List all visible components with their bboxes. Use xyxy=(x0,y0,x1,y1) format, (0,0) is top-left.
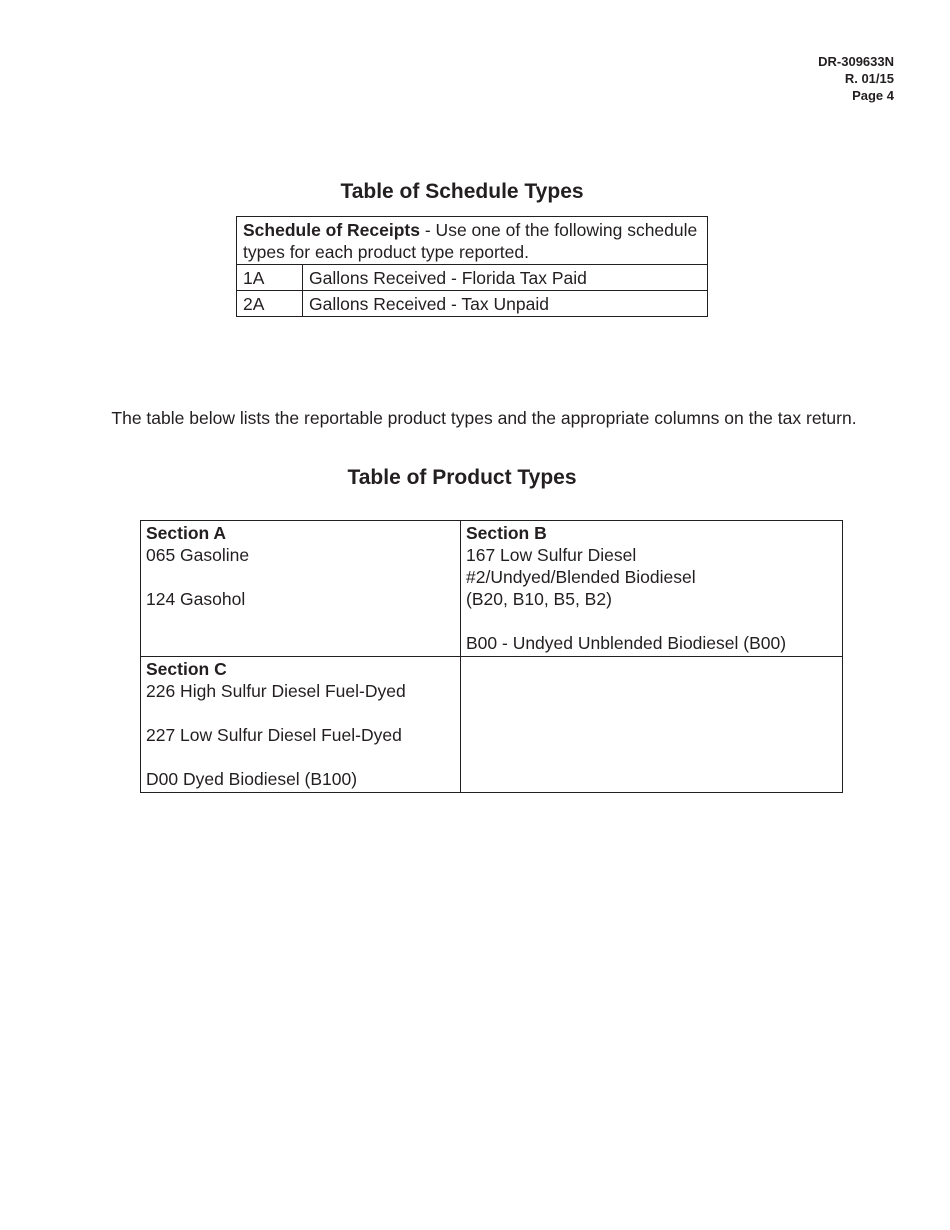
table-row xyxy=(237,291,708,317)
revision-date: R. 01/15 xyxy=(844,71,894,86)
spacer xyxy=(146,566,455,588)
schedule-header-cell xyxy=(237,217,708,265)
form-identifier xyxy=(818,53,894,104)
table-header-row xyxy=(237,217,708,265)
page-number: Page 4 xyxy=(852,88,894,103)
section-b-heading: Section B xyxy=(466,523,547,543)
spacer xyxy=(146,746,455,768)
table-row xyxy=(141,521,843,657)
section-c-heading: Section C xyxy=(146,659,227,679)
schedule-code: 2A xyxy=(237,291,303,317)
table-row xyxy=(141,657,843,793)
product-item: 124 Gasohol xyxy=(146,589,246,609)
schedule-code: 1A xyxy=(237,265,303,291)
product-item: D00 Dyed Biodiesel (B100) xyxy=(146,769,358,789)
product-item: 227 Low Sulfur Diesel Fuel-Dyed xyxy=(146,725,402,745)
spacer xyxy=(146,702,455,724)
product-types-table xyxy=(140,520,843,793)
product-item-continued: (B20, B10, B5, B2) xyxy=(466,589,612,609)
schedule-types-table xyxy=(236,216,708,317)
empty-cell xyxy=(461,657,843,793)
section-a-cell xyxy=(141,521,461,657)
table-row xyxy=(237,265,708,291)
product-item-continued: #2/Undyed/Blended Biodiesel xyxy=(466,567,696,587)
section-a-heading: Section A xyxy=(146,523,227,543)
schedule-header-bold: Schedule of Receipts xyxy=(243,220,420,240)
form-number: DR-309633N xyxy=(818,54,894,69)
product-item: 167 Low Sulfur Diesel xyxy=(466,545,637,565)
section-c-cell xyxy=(141,657,461,793)
section-b-cell xyxy=(461,521,843,657)
product-item: 226 High Sulfur Diesel Fuel-Dyed xyxy=(146,681,406,701)
schedule-types-title: Table of Schedule Types xyxy=(340,180,584,203)
product-item: B00 - Undyed Unblended Biodiesel (B00) xyxy=(466,633,787,653)
schedule-description: Gallons Received - Florida Tax Paid xyxy=(303,265,708,291)
intro-paragraph: The table below lists the reportable product types and the appropriate columns on the tax return. xyxy=(111,408,857,428)
schedule-header-text: - Use one of the following schedule types for each product type reported. xyxy=(243,220,698,262)
product-types-title: Table of Product Types xyxy=(347,466,577,489)
product-item: 065 Gasoline xyxy=(146,545,250,565)
schedule-description: Gallons Received - Tax Unpaid xyxy=(303,291,708,317)
spacer xyxy=(466,610,837,632)
